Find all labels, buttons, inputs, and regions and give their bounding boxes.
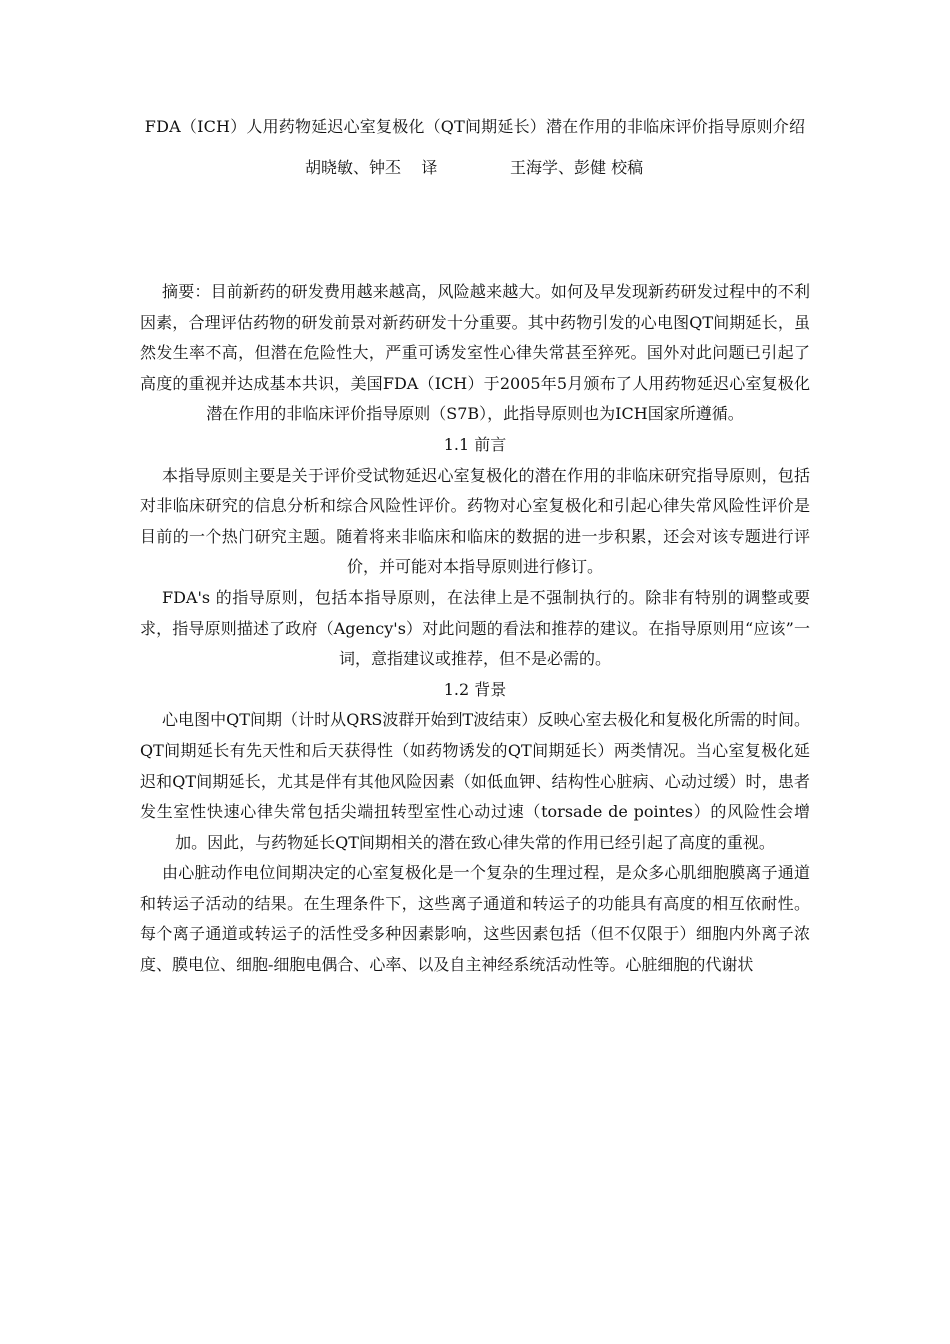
section-heading-preface: 1.1 前言 (443, 434, 507, 454)
document-body (140, 277, 810, 981)
section-heading-background: 1.2 背景 (443, 679, 507, 699)
background-paragraph-1: 心电图中QT间期（计时从QRS波群开始到T波结束）反映心室去极化和复极化所需的时间。QT间期延长有先天性和后天获得性（如药物诱发的QT间期延长）两类情况。当心室复极化延迟和QT间期延长，尤其是伴有其他风险因素（如低血钾、结构性心脏病、心动过缓）时，患者发生室性快速心律失常包括尖端扭转型室性心动过速（torsade de pointes）的风险性会增加。因此，与药物延长QT间期相关的潜在致心律失常的作用已经引起了高度的重视。 (140, 710, 810, 852)
document-title: FDA（ICH）人用药物延迟心室复极化（QT间期延长）潜在作用的非临床评价指导原则介绍 (144, 117, 806, 136)
preface-paragraph-1: 本指导原则主要是关于评价受试物延迟心室复极化的潜在作用的非临床研究指导原则，包括对非临床研究的信息分析和综合风险性评价。药物对心室复极化和引起心律失常风险性评价是目前的一个热门研究主题。随着将来非临床和临床的数据的进一步积累，还会对该专题进行评价，并可能对本指导原则进行修订。 (140, 465, 810, 577)
translators: 胡晓敏、钟丕 译 (305, 158, 438, 177)
background-paragraph-2: 由心脏动作电位间期决定的心室复极化是一个复杂的生理过程，是众多心肌细胞膜离子通道和转运子活动的结果。在生理条件下，这些离子通道和转运子的功能具有高度的相互依耐性。每个离子通道或转运子的活性受多种因素影响，这些因素包括（但不仅限于）细胞内外离子浓度、膜电位、细胞-细胞电偶合、心率、以及自主神经系统活动性等。心脏细胞的代谢状 (140, 863, 810, 975)
abstract-paragraph: 摘要：目前新药的研发费用越来越高，风险越来越大。如何及早发现新药研发过程中的不利因素，合理评估药物的研发前景对新药研发十分重要。其中药物引发的心电图QT间期延长，虽然发生率不高，但潜在危险性大，严重可诱发室性心律失常甚至猝死。国外对此问题已引起了高度的重视并达成基本共识，美国FDA（ICH）于2005年5月颁布了人用药物延迟心室复极化潜在作用的非临床评价指导原则（S7B），此指导原则也为ICH国家所遵循。 (140, 282, 810, 424)
preface-paragraph-2: FDA's 的指导原则，包括本指导原则，在法律上是不强制执行的。除非有特别的调整或要求，指导原则描述了政府（Agency's）对此问题的看法和推荐的建议。在指导原则用“应该”一词，意指建议或推荐，但不是必需的。 (140, 587, 810, 669)
reviewers: 王海学、彭健 校稿 (510, 158, 644, 177)
author-line (0, 157, 950, 179)
